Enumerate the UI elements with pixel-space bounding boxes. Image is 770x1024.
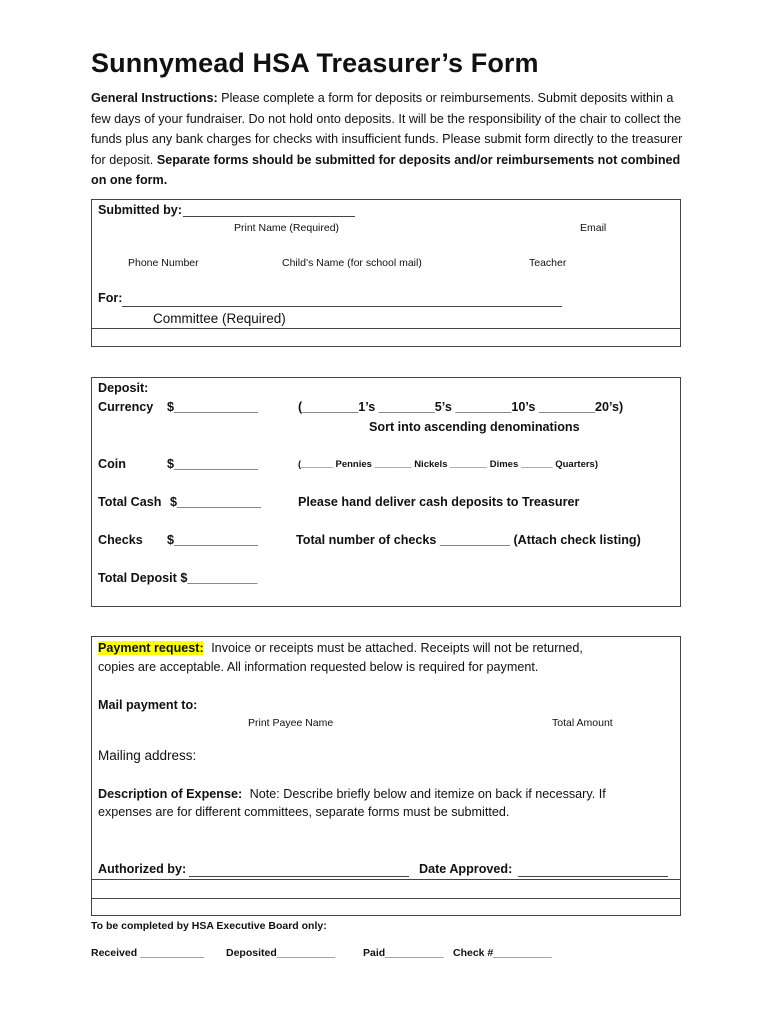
email-label: Email (580, 222, 607, 234)
mailing-address-label: Mailing address: (98, 748, 197, 763)
coin-label: Coin (98, 457, 126, 471)
instructions-bold-text: Separate forms should be submitted for deposits and/or reimbursements not combined on one form. (91, 152, 681, 188)
deposited-field[interactable]: Deposited__________ (226, 947, 336, 959)
submitted-by-label: Submitted by: (98, 203, 182, 217)
payment-text-2: copies are acceptable. All information requested below is required for payment. (98, 660, 539, 674)
bill-denominations[interactable]: (________1’s ________5’s ________10’s ________20’s) (298, 400, 624, 414)
mail-payment-label: Mail payment to: (98, 698, 198, 712)
total-amount-label: Total Amount (552, 717, 613, 729)
sort-note: Sort into ascending denominations (369, 420, 580, 434)
payment-text-1: Invoice or receipts must be attached. Receipts will not be returned, (211, 641, 583, 655)
general-instructions (91, 88, 691, 191)
checks-amount[interactable]: $____________ (167, 533, 259, 547)
checks-count[interactable]: Total number of checks __________ (Attach check listing) (296, 533, 641, 547)
for-label: For: (98, 291, 123, 305)
committee-label: Committee (Required) (153, 311, 286, 326)
submitted-by-line[interactable] (183, 216, 355, 217)
payee-name-label: Print Payee Name (248, 717, 334, 729)
authorized-by-line[interactable] (189, 876, 409, 877)
board-heading: To be completed by HSA Executive Board only: (91, 920, 327, 932)
child-name-label: Child’s Name (for school mail) (282, 257, 422, 269)
currency-label: Currency (98, 400, 154, 414)
instructions-label: General Instructions: (91, 91, 218, 105)
for-line[interactable] (122, 306, 562, 307)
description-label: Description of Expense: (98, 787, 243, 801)
paid-field[interactable]: Paid__________ (363, 947, 444, 959)
hand-deliver-note: Please hand deliver cash deposits to Treasurer (298, 495, 580, 509)
total-cash-amount[interactable]: $____________ (170, 495, 262, 509)
instructions-text: Please complete a form for deposits or reimbursements. Submit deposits within a few days of your fundraiser. Do not hold onto deposits. It will be the responsibility of the chair to collect the funds plus any bank charges for checks with insufficient funds. Please submit form directly to the treasurer for deposit. (91, 91, 683, 167)
description-text-1: Note: Describe briefly below and itemize on back if necessary. If (249, 787, 606, 801)
total-deposit[interactable]: Total Deposit $__________ (98, 571, 258, 585)
phone-label: Phone Number (128, 257, 199, 269)
print-name-label: Print Name (Required) (234, 222, 340, 234)
description-text-2: expenses are for different committees, separate forms must be submitted. (98, 805, 510, 819)
coin-amount[interactable]: $____________ (167, 457, 259, 471)
date-approved-label: Date Approved: (419, 862, 513, 876)
payment-request-label: Payment request: (98, 641, 204, 655)
date-approved-line[interactable] (518, 876, 668, 877)
currency-amount[interactable]: $____________ (167, 400, 259, 414)
check-number-field[interactable]: Check #__________ (453, 947, 552, 959)
page-title: Sunnymead HSA Treasurer’s Form (91, 48, 539, 78)
description-line1 (98, 787, 606, 801)
payment-divider-1 (91, 879, 681, 880)
submitter-divider (91, 328, 681, 329)
authorized-by-label: Authorized by: (98, 862, 187, 876)
payment-divider-2 (91, 898, 681, 899)
deposit-heading: Deposit: (98, 381, 149, 395)
payment-intro-line1 (98, 641, 583, 655)
received-field[interactable]: Received ___________ (91, 947, 205, 959)
total-cash-label: Total Cash (98, 495, 162, 509)
teacher-label: Teacher (529, 257, 567, 269)
checks-label: Checks (98, 533, 143, 547)
coin-denominations[interactable]: (______ Pennies _______ Nickels _______ Dimes ______ Quarters) (298, 459, 598, 470)
